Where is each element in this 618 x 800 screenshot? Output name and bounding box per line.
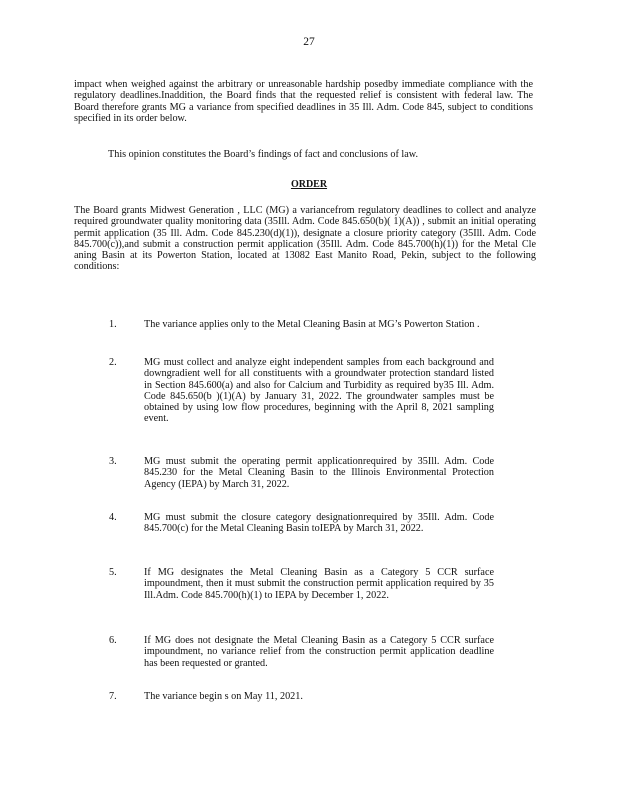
condition-number: 4. [109,512,117,523]
condition-text: If MG does not designate the Metal Cleaning Basin as a Category 5 CCR surface impoundment, no variance relief from the construction permit application deadline has been requested or granted. [144,635,494,669]
page-number: 27 [303,36,315,48]
closing-paragraph: impact when weighed against the arbitrary or unreasonable hardship posedby immediate compliance with the regulatory deadlines.Inaddition, the Board finds that the requested relief is consistent with federal law. The Board therefore grants MG a variance from specified deadlines in 35 Ill. Adm. Code 845, subject to conditions specified in its order below. [74,79,533,124]
findings-paragraph: This opinion constitutes the Board’s findings of fact and conclusions of law. [108,149,419,160]
condition-text: MG must submit the operating permit applicationrequired by 35Ill. Adm. Code 845.230 for the Metal Cleaning Basin to the Illinois Environmental Protection Agency (IEPA) by March 31, 2022. [144,456,494,490]
condition-text: The variance applies only to the Metal Cleaning Basin at MG’s Powerton Station . [144,319,480,330]
condition-text: MG must submit the closure category designationrequired by 35Ill. Adm. Code 845.700(c) for the Metal Cleaning Basin toIEPA by March 31, 2022. [144,512,494,535]
condition-number: 1. [109,319,117,330]
condition-number: 5. [109,567,117,578]
order-intro-paragraph: The Board grants Midwest Generation , LLC (MG) a variancefrom regulatory deadlines to collect and analyze required groundwater quality monitoring data (35Ill. Adm. Code 845.650(b)( 1)(A)) , submit an initial operating permit application (35 Ill. Adm. Code 845.230(d)(1)), designate a closure priority category (35Ill. Adm. Code 845.700(c)),and submit a construction permit application (35Ill. Adm. Code 845.700(h)(1)) for the Metal Cle aning Basin at its Powerton Station, located at 13082 East Manito Road, Pekin, subject to the following conditions: [74,205,536,273]
condition-text: The variance begin s on May 11, 2021. [144,691,303,702]
condition-text: MG must collect and analyze eight independent samples from each background and downgradient well for all constituents with a groundwater protection standard listed in Section 845.600(a) and also for Calcium and Turbidity as required by35 Ill. Adm. Code 845.650(b )(1)(A) by January 31, 2022. The groundwater samples must be obtained by using low flow procedures, beginning with the April 8, 2021 sampling event. [144,357,494,425]
condition-number: 3. [109,456,117,467]
condition-number: 2. [109,357,117,368]
order-heading: ORDER [290,179,328,190]
condition-number: 7. [109,691,117,702]
condition-text: If MG designates the Metal Cleaning Basin as a Category 5 CCR surface impoundment, then it must submit the construction permit application required by 35 Ill.Adm. Code 845.700(h)(1) to IEPA by December 1, 2022. [144,567,494,601]
condition-number: 6. [109,635,117,646]
